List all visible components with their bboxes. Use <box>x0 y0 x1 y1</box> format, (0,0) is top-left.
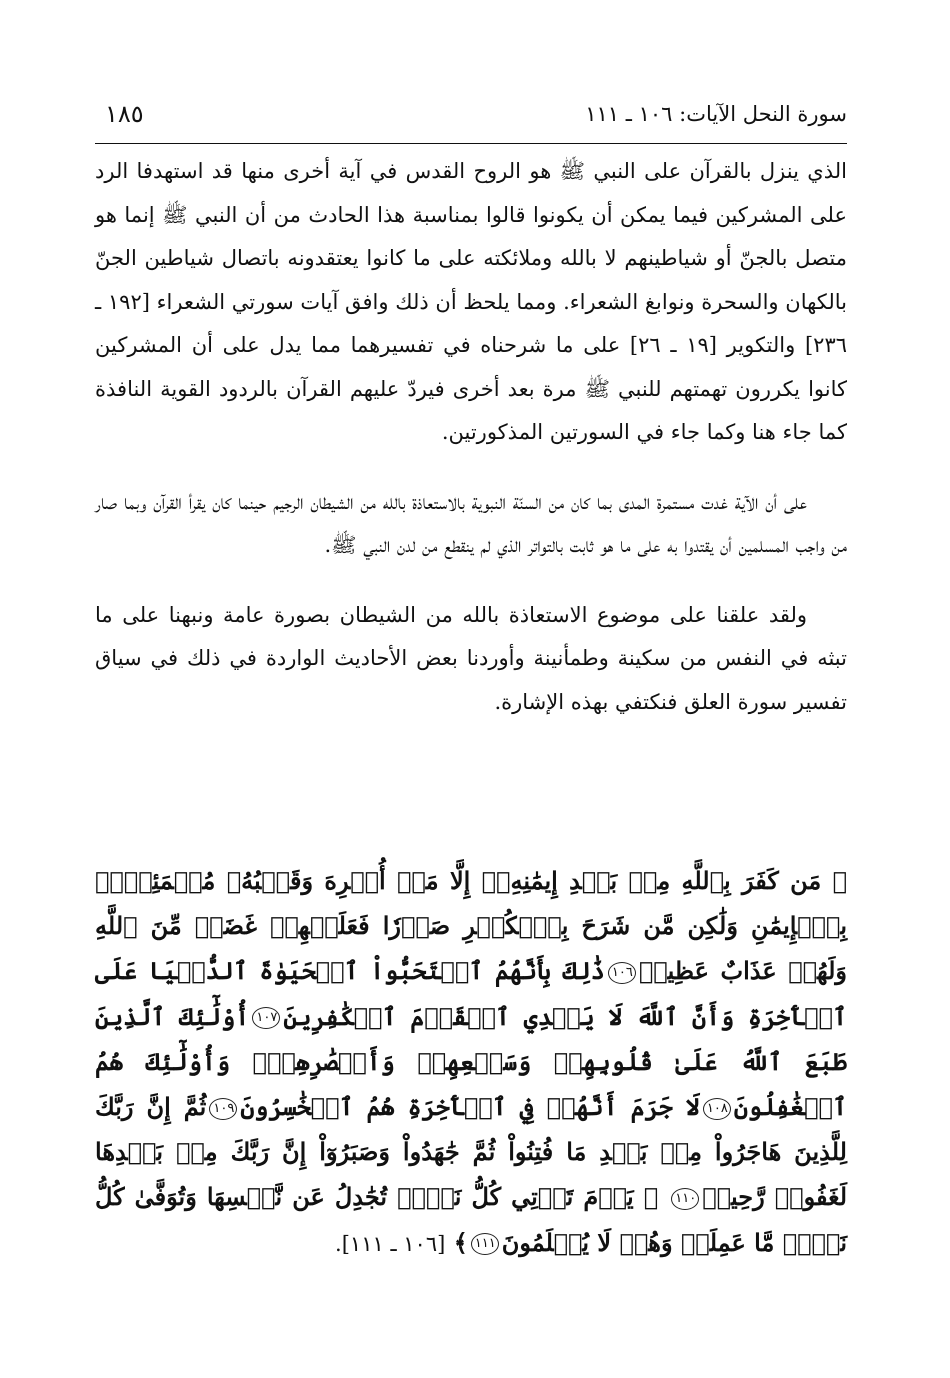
verse-number-110: ١١٠ <box>671 1188 699 1210</box>
verse-number-107: ١٠٧ <box>252 1007 280 1029</box>
verse-number-108: ١٠٨ <box>703 1098 731 1120</box>
paragraph-1: الذي ينزل بالقرآن على النبي ﷺ هو الروح القدس في آية أخرى منها قد استهدفا الرد على المشركين فيما يمكن أن يكونوا قالوا بمناسبة هذا الحادث من أن النبي ﷺ إنما هو متصل بالجنّ أو شياطينهم لا بالله وملائكته على ما كانوا يعتقدونه باتصال شياطين الجنّ بالكهان والسحرة ونوابغ الشعراء. ومما يلحظ أن ذلك وافق آيات سورتي الشعراء [١٩٢ ـ ٢٣٦] والتكوير [١٩ ـ ٢٦] على ما شرحناه في تفسيرهما مما يدل على أن المشركين كانوا يكررون تهمتهم للنبي ﷺ مرة بعد أخرى فيردّ عليهم القرآن بالردود القوية النافذة كما جاء هنا وكما جاء في السورتين المذكورتين. <box>95 159 848 444</box>
header-rule <box>95 143 847 144</box>
verse-109: لَا جَرَمَ أَنَّهُمۡ فِي ٱلۡأٓخِرَةِ هُمُ ٱلۡخَٰسِرُونَ <box>240 1092 700 1122</box>
rub-el-hizb-star-icon: ۞ <box>643 1182 659 1212</box>
verse-108: أُوْلَٰٓئِكَ ٱلَّذِينَ طَبَعَ ٱللَّهُ عَلَىٰ قُلُوبِهِمۡ وَسَمۡعِهِمۡ وَأَبۡصَٰرِهِمۡۖ وَأُوْلَٰٓئِكَ هُمُ ٱلۡغَٰفِلُونَ <box>95 1001 848 1122</box>
page-number: ١٨٥ <box>105 100 144 128</box>
close-ornament-bracket: ﴾ <box>453 1227 468 1257</box>
running-title: سورة النحل الآيات: ١٠٦ ـ ١١١ <box>585 102 847 126</box>
verse-110: ثُمَّ إِنَّ رَبَّكَ لِلَّذِينَ هَاجَرُواْ مِنۢ بَعۡدِ مَا فُتِنُواْ ثُمَّ جَٰهَدُواْ وَصَبَرُوٓاْ إِنَّ رَبَّكَ مِنۢ بَعۡدِهَا لَغَفُورٞ رَّحِيمٞ <box>95 1092 848 1212</box>
verse-reference: [١٠٦ ـ ١١١]. <box>335 1231 446 1256</box>
verse-111: يَوۡمَ تَأۡتِي كُلُّ نَفۡسٖ تُجَٰدِلُ عَن نَّفۡسِهَا وَتُوَفَّىٰ كُلُّ نَفۡسٖ مَّا عَمِلَتۡ وَهُمۡ لَا يُظۡلَمُونَ <box>95 1182 847 1257</box>
verses-text <box>95 858 847 1267</box>
commentary-text <box>95 150 847 724</box>
verse-107: ذَٰلِكَ بِأَنَّهُمُ ٱسۡتَحَبُّواْ ٱلۡحَيَوٰةَ ٱلدُّنۡيَا عَلَى ٱلۡأٓخِرَةِ وَأَنَّ ٱللَّهَ لَا يَهۡدِي ٱلۡقَوۡمَ ٱلۡكَٰفِرِينَ <box>95 956 848 1031</box>
open-ornament-bracket: ﴿ <box>832 866 847 895</box>
paragraph-2: على أن الآية غدت مستمرة المدى بما كان من السنّة النبوية بالاستعاذة بالله من الشيطان الرجيم حينما كان يقرأ القرآن وبما صار من واجب المسلمين أن يقتدوا به على ما هو ثابت بالتواتر الذي لم ينقطع من لدن النبي ﷺ. <box>95 489 847 557</box>
verse-number-109: ١٠٩ <box>209 1098 237 1120</box>
paragraph-3: ولقد علقنا على موضوع الاستعاذة بالله من الشيطان بصورة عامة ونبهنا على ما تبثه في النفس من سكينة وطمأنينة وأوردنا بعض الأحاديث الواردة في ذلك في سياق تفسير سورة العلق فنكتفي بهذه الإشارة. <box>95 602 847 714</box>
verse-number-106: ١٠٦ <box>608 962 636 984</box>
quran-verses-block <box>95 858 847 1267</box>
page-header <box>95 100 847 134</box>
verse-106: مَن كَفَرَ بِٱللَّهِ مِنۢ بَعۡدِ إِيمَٰنِهِۦٓ إِلَّا مَنۡ أُكۡرِهَ وَقَلۡبُهُۥ مُطۡمَئِنُّۢ بِٱلۡإِيمَٰنِ وَلَٰكِن مَّن شَرَحَ بِٱلۡكُفۡرِ صَدۡرٗا فَعَلَيۡهِمۡ غَضَبٞ مِّنَ ٱللَّهِ وَلَهُمۡ عَذَابٌ عَظِيمٞ <box>95 866 847 986</box>
verse-number-111: ١١١ <box>471 1233 499 1255</box>
